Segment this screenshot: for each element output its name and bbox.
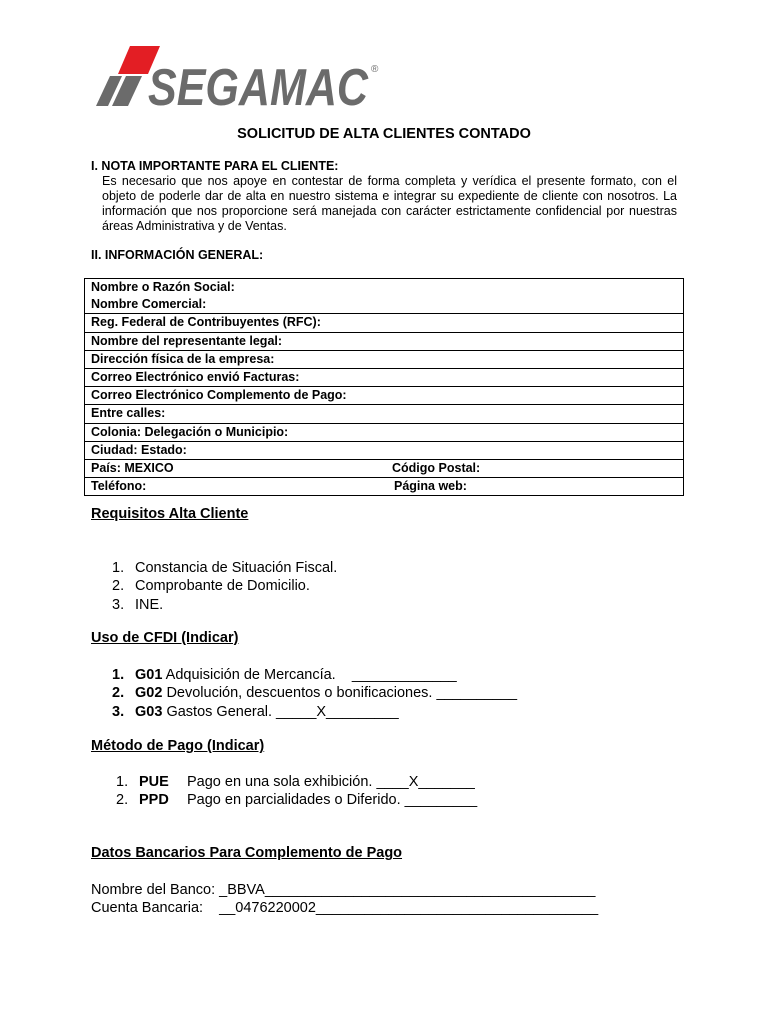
document-title: SOLICITUD DE ALTA CLIENTES CONTADO [237, 126, 531, 142]
table-row [85, 478, 684, 496]
cfdi-text[interactable]: Adquisición de Mercancía. _____________ [162, 667, 457, 683]
list-number: 2. [112, 685, 125, 702]
bancarios-heading: Datos Bancarios Para Complemento de Pago [91, 845, 403, 861]
metodo-text[interactable]: Pago en una sola exhibición. ____X_______ [187, 774, 475, 790]
field-nombre-comercial[interactable]: Nombre Comercial: [85, 296, 684, 314]
field-rfc[interactable]: Reg. Federal de Contribuyentes (RFC): [85, 314, 684, 332]
field-codigo-postal[interactable]: Código Postal: [392, 460, 481, 475]
logo-wordmark: SEGAMAC [148, 59, 370, 110]
general-info-table [84, 278, 684, 496]
table-row [85, 279, 684, 297]
banco-field[interactable]: Nombre del Banco: _BBVA_________________________________________ [91, 882, 596, 898]
table-row [85, 387, 684, 405]
metodo-code: PUE [139, 774, 169, 790]
field-telefono-web [85, 478, 684, 496]
requisitos-heading: Requisitos Alta Cliente [91, 506, 249, 522]
field-entre-calles[interactable]: Entre calles: [85, 405, 684, 423]
cfdi-text[interactable]: Devolución, descuentos o bonificaciones. __________ [162, 685, 518, 702]
cfdi-code: G03 [135, 703, 163, 720]
table-row [85, 441, 684, 459]
table-row [85, 350, 684, 368]
list-number: 1. [116, 774, 129, 790]
list-number: 2. [116, 792, 129, 809]
list-number: 1. [112, 560, 125, 576]
metodo-code: PPD [139, 792, 169, 809]
field-correo-complemento[interactable]: Correo Electrónico Complemento de Pago: [85, 387, 684, 405]
table-row [85, 423, 684, 441]
table-row [85, 368, 684, 386]
logo-registered-mark: ® [371, 64, 379, 75]
field-ciudad-estado[interactable]: Ciudad: Estado: [85, 441, 684, 459]
field-razon-social[interactable]: Nombre o Razón Social: [85, 279, 684, 297]
list-number: 2. [112, 578, 125, 595]
list-number: 3. [112, 596, 125, 613]
table-row [85, 405, 684, 423]
segamac-logo [96, 46, 381, 110]
table-row [85, 459, 684, 477]
list-number: 1. [112, 667, 125, 683]
section1-heading: I. NOTA IMPORTANTE PARA EL CLIENTE: [91, 159, 339, 173]
field-direccion[interactable]: Dirección física de la empresa: [85, 350, 684, 368]
field-representante-legal[interactable]: Nombre del representante legal: [85, 332, 684, 350]
cfdi-code: G02 [135, 685, 163, 702]
list-text: Comprobante de Domicilio. [135, 578, 310, 595]
cfdi-heading: Uso de CFDI (Indicar) [91, 630, 239, 646]
table-row [85, 314, 684, 332]
section1-paragraph: Es necesario que nos apoye en contestar de forma completa y verídica el presente formato, con el objeto de poderle dar de alta en nuestro sistema e integrar su expediente de cliente con nosotros. La información que nos proporcione será manejada con carácter estrictamente confidencial por nuestras áreas Administrativa y de Ventas. [102, 174, 677, 233]
table-row [85, 296, 684, 314]
field-telefono[interactable]: Teléfono: [91, 479, 147, 494]
field-pagina-web[interactable]: Página web: [394, 479, 467, 494]
metodo-heading: Método de Pago (Indicar) [91, 738, 265, 754]
table-row [85, 332, 684, 350]
cuenta-field[interactable]: Cuenta Bancaria: __0476220002___________________________________ [91, 900, 599, 916]
field-correo-facturas[interactable]: Correo Electrónico envió Facturas: [85, 368, 684, 386]
list-text: INE. [135, 596, 164, 613]
list-text: Constancia de Situación Fiscal. [135, 560, 338, 576]
field-pais-cp [85, 459, 684, 477]
field-pais[interactable]: País: MEXICO [91, 460, 174, 475]
metodo-text[interactable]: Pago en parcialidades o Diferido. _________ [187, 792, 478, 809]
cfdi-text[interactable]: Gastos General. _____X_________ [162, 703, 399, 720]
section2-heading: II. INFORMACIÓN GENERAL: [91, 248, 264, 262]
cfdi-code: G01 [135, 667, 163, 683]
list-number: 3. [112, 703, 125, 720]
field-colonia[interactable]: Colonia: Delegación o Municipio: [85, 423, 684, 441]
segamac-logo-graphic [96, 46, 381, 110]
